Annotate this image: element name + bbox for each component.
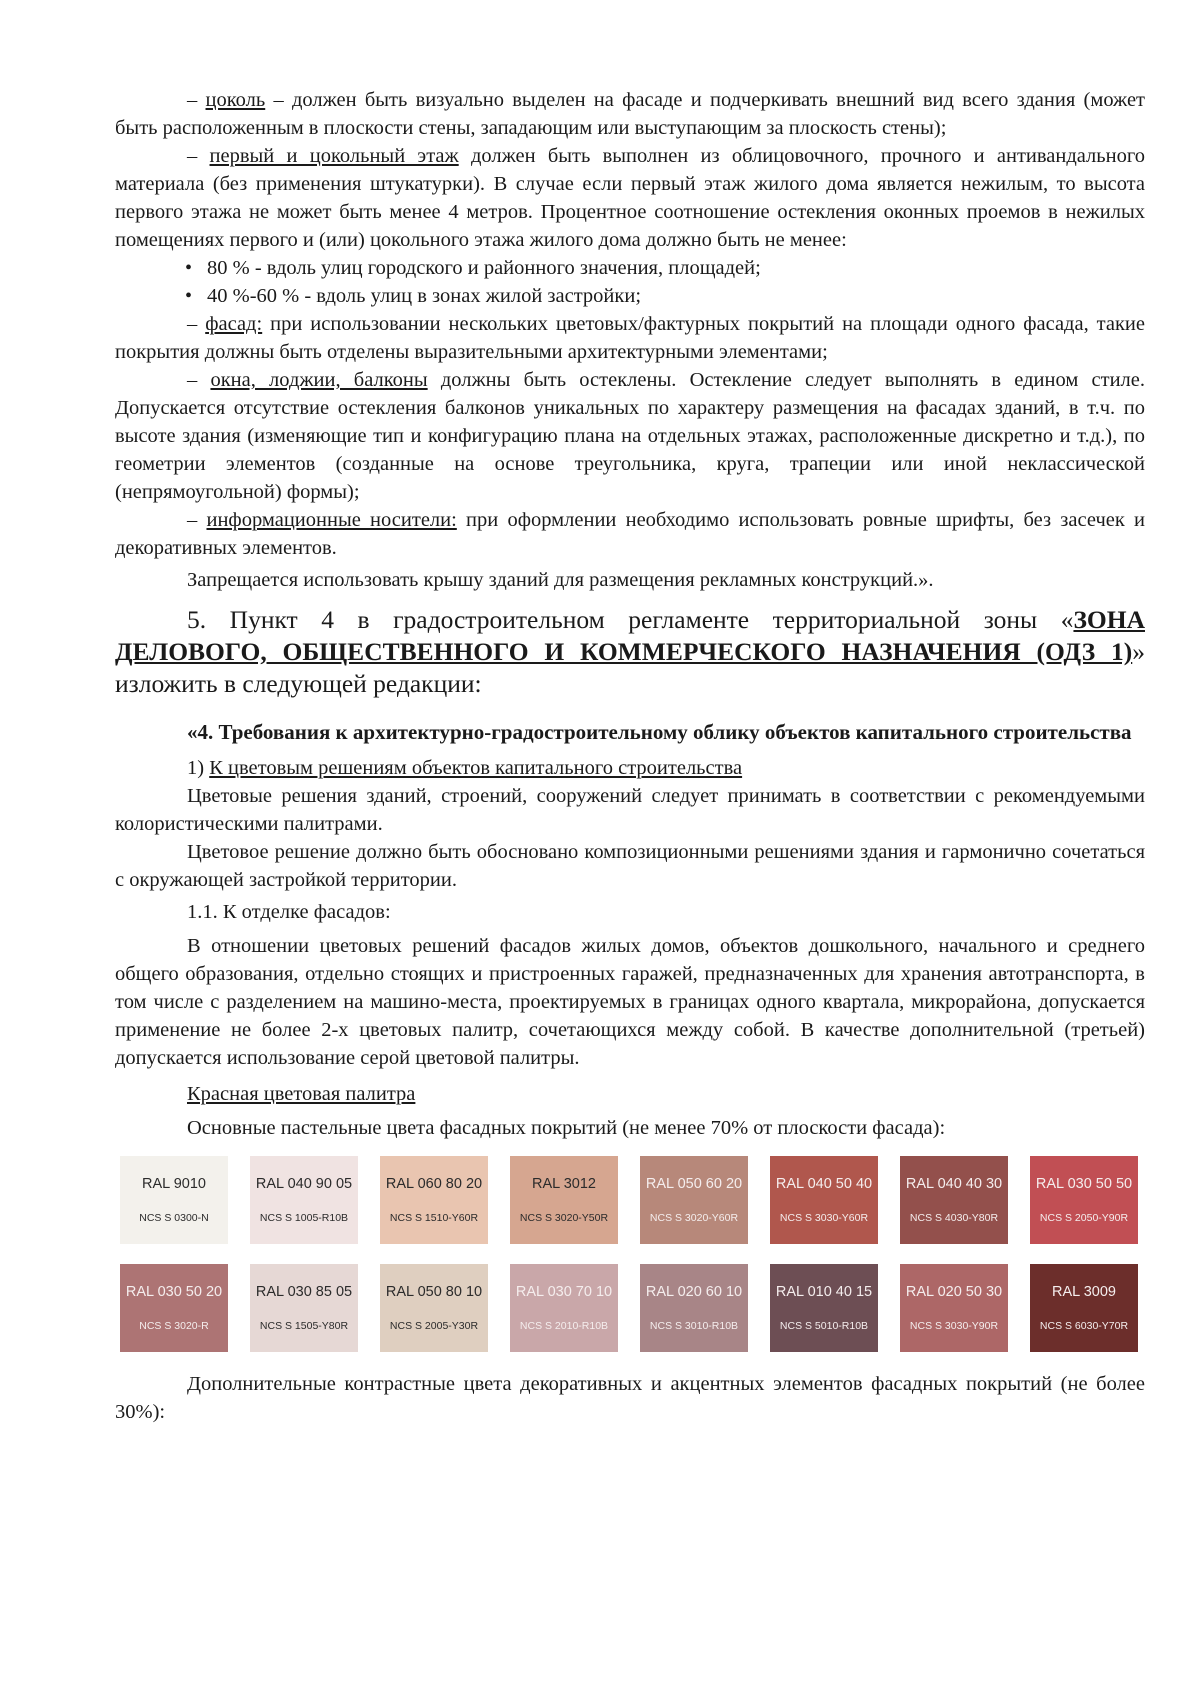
item5-lead: 5. Пункт 4 в градостроительном регламенте территориальной зоны « <box>187 605 1074 634</box>
requirements-heading: «4. Требования к архитектурно-градостроительному облику объектов капитального строительства <box>187 720 1132 744</box>
text-info-carriers: при оформлении необходимо использовать ровные шрифты, без засечек и декоративных элементов. <box>115 509 1146 559</box>
document-page <box>115 86 1145 1426</box>
paragraph-facades: В отношении цветовых решений фасадов жилых домов, объектов дошкольного, начального и среднего общего образования, отдельно стоящих и пристроенных гаражей, предназначенных для хранения автотранспорта, в том числе с разделением на машино-места, проектируемых в границах одного квартала, микрорайона, допускается применение не более 2-х цветовых палитр, сочетающихся между собой. В качестве дополнительной (третьей) допускается использование серой цветовой палитры. <box>115 935 1145 1069</box>
color-swatch <box>640 1264 748 1352</box>
term-tsokol: цоколь <box>205 89 266 111</box>
color-swatch <box>770 1156 878 1244</box>
subsection-1 <box>115 754 1145 782</box>
swatch-ral-code: RAL 050 60 20 <box>645 1176 743 1192</box>
swatch-ncs-code: NCS S 3030-Y90R <box>909 1320 999 1332</box>
color-swatch <box>250 1156 358 1244</box>
swatch-ral-code: RAL 9010 <box>142 1176 206 1192</box>
color-swatch <box>900 1264 1008 1352</box>
paragraph-item-5 <box>115 604 1145 700</box>
paragraph-tsokol: – цоколь – должен быть визуально выделен на фасаде и подчеркивать внешний вид всего здания (может быть расположенным в плоскости стены, западающим или выступающим за плоскость стены); <box>115 89 1146 139</box>
text-first-floor: должен быть выполнен из облицовочного, прочного и антивандального материала (без применения штукатурки). В случае если первый этаж жилого дома является нежилым, то высота первого этажа не может быть менее 4 метров. Процентное соотношение остекления оконных проемов в нежилых помещениях первого и (или) цокольного этажа жилого дома должно быть не менее: <box>115 145 1146 251</box>
swatch-ncs-code: NCS S 1005-R10B <box>259 1212 349 1224</box>
paragraph-color-2: Цветовое решение должно быть обосновано композиционными решениями здания и гармонично сочетаться с окружающей застройкой территории. <box>115 841 1145 891</box>
color-swatch <box>120 1156 228 1244</box>
color-swatch <box>380 1264 488 1352</box>
swatch-ncs-code: NCS S 3030-Y60R <box>779 1212 869 1224</box>
swatch-ral-code: RAL 040 40 30 <box>905 1176 1003 1192</box>
swatch-ncs-code: NCS S 3020-Y60R <box>649 1212 739 1224</box>
item5-tail: » изложить в следующей редакции: <box>115 637 1145 698</box>
swatch-ncs-code: NCS S 1510-Y60R <box>389 1212 479 1224</box>
color-swatch-grid <box>120 1156 1145 1352</box>
swatch-ncs-code: NCS S 2005-Y30R <box>389 1320 479 1332</box>
text-tsokol: – должен быть визуально выделен на фасаде и подчеркивать внешний вид всего здания (может быть расположенным в плоскости стены, западающим или выступающим за плоскость стены); <box>115 89 1146 139</box>
subsection-1-number: 1) <box>187 757 210 779</box>
list-item: • 80 % - вдоль улиц городского и районного значения, площадей; <box>115 254 1145 282</box>
paragraph-main-colors: Основные пастельные цвета фасадных покрытий (не менее 70% от плоскости фасада): <box>187 1117 946 1139</box>
paragraph-facade: – фасад: при использовании нескольких цветовых/фактурных покрытий на площади одного фасада, такие покрытия должны быть отделены выразительными архитектурными элементами; <box>115 313 1146 363</box>
swatch-ral-code: RAL 010 40 15 <box>775 1284 873 1300</box>
color-swatch <box>120 1264 228 1352</box>
subsection-1-1: 1.1. К отделке фасадов: <box>187 901 391 923</box>
swatch-ncs-code: NCS S 4030-Y80R <box>909 1212 999 1224</box>
color-swatch <box>640 1156 748 1244</box>
color-swatch <box>380 1156 488 1244</box>
text-facade: при использовании нескольких цветовых/фактурных покрытий на площади одного фасада, такие покрытия должны быть отделены выразительными архитектурными элементами; <box>115 313 1146 363</box>
swatch-ncs-code: NCS S 6030-Y70R <box>1039 1320 1129 1332</box>
color-swatch <box>770 1264 878 1352</box>
swatch-ncs-code: NCS S 2050-Y90R <box>1039 1212 1129 1224</box>
swatch-ral-code: RAL 030 50 50 <box>1035 1176 1133 1192</box>
swatch-ncs-code: NCS S 1505-Y80R <box>259 1320 349 1332</box>
paragraph-color-1: Цветовые решения зданий, строений, сооружений следует принимать в соответствии с рекомендуемыми колористическими палитрами. <box>115 785 1145 835</box>
term-info-carriers: информационные носители: <box>206 509 457 531</box>
paragraph-windows: – окна, лоджии, балконы должны быть остеклены. Остекление следует выполнять в едином стиле. Допускается отсутствие остекления балконов уникальных по характеру размещения на фасадах зданий, в т.ч. по высоте здания (изменяющие тип и конфигурацию плана на отдельных этажах, расположенные дискретно и т.д.), по геометрии элементов (созданные на основе треугольника, круга, трапеции или иной неклассической (непрямоугольной) формы); <box>115 369 1145 503</box>
swatch-ral-code: RAL 030 50 20 <box>125 1284 223 1300</box>
term-first-floor: первый и цокольный этаж <box>209 145 459 167</box>
swatch-ral-code: RAL 020 50 30 <box>905 1284 1003 1300</box>
swatch-ral-code: RAL 020 60 10 <box>645 1284 743 1300</box>
paragraph-extra-colors: Дополнительные контрастные цвета декоративных и акцентных элементов фасадных покрытий (не более 30%): <box>115 1373 1145 1423</box>
swatch-ral-code: RAL 030 70 10 <box>515 1284 613 1300</box>
swatch-ncs-code: NCS S 0300-N <box>139 1212 209 1224</box>
paragraph-roof: Запрещается использовать крышу зданий для размещения рекламных конструкций.». <box>187 569 934 591</box>
glazing-list <box>115 254 1145 310</box>
swatch-ncs-code: NCS S 3020-Y50R <box>519 1212 609 1224</box>
subsection-1-title: К цветовым решениям объектов капитального строительства <box>209 757 743 779</box>
swatch-ncs-code: NCS S 2010-R10B <box>519 1320 609 1332</box>
swatch-ncs-code: NCS S 3010-R10B <box>649 1320 739 1332</box>
term-facade: фасад: <box>205 313 263 335</box>
swatch-ncs-code: NCS S 5010-R10B <box>779 1320 869 1332</box>
term-windows: окна, лоджии, балконы <box>210 369 428 391</box>
color-swatch <box>250 1264 358 1352</box>
swatch-ncs-code: NCS S 3020-R <box>139 1320 209 1332</box>
color-swatch <box>1030 1264 1138 1352</box>
paragraph-first-floor: – первый и цокольный этаж должен быть выполнен из облицовочного, прочного и антивандального материала (без применения штукатурки). В случае если первый этаж жилого дома является нежилым, то высота первого этажа не может быть менее 4 метров. Процентное соотношение остекления оконных проемов в нежилых помещениях первого и (или) цокольного этажа жилого дома должно быть не менее: <box>115 145 1146 251</box>
color-swatch <box>510 1264 618 1352</box>
palette-title: Красная цветовая палитра <box>187 1083 416 1105</box>
swatch-ral-code: RAL 3012 <box>532 1176 596 1192</box>
text-windows: должны быть остеклены. Остекление следует выполнять в едином стиле. Допускается отсутствие остекления балконов уникальных по характеру размещения на фасадах зданий, в т.ч. по высоте здания (изменяющие тип и конфигурацию плана на отдельных этажах, расположенные дискретно и т.д.), по геометрии элементов (созданные на основе треугольника, круга, трапеции или иной неклассической (непрямоугольной) формы); <box>115 369 1145 503</box>
swatch-ral-code: RAL 3009 <box>1052 1284 1116 1300</box>
color-swatch <box>1030 1156 1138 1244</box>
list-item: • 40 %-60 % - вдоль улиц в зонах жилой застройки; <box>115 282 1145 310</box>
paragraph-info-carriers: – информационные носители: при оформлении необходимо использовать ровные шрифты, без засечек и декоративных элементов. <box>115 509 1146 559</box>
color-swatch <box>510 1156 618 1244</box>
swatch-ral-code: RAL 060 80 20 <box>385 1176 483 1192</box>
color-swatch <box>900 1156 1008 1244</box>
zone-name: ЗОНА ДЕЛОВОГО, ОБЩЕСТВЕННОГО И КОММЕРЧЕСКОГО НАЗНАЧЕНИЯ (ОДЗ 1) <box>115 605 1145 666</box>
swatch-ral-code: RAL 050 80 10 <box>385 1284 483 1300</box>
swatch-ral-code: RAL 040 50 40 <box>775 1176 873 1192</box>
swatch-ral-code: RAL 030 85 05 <box>255 1284 353 1300</box>
swatch-ral-code: RAL 040 90 05 <box>255 1176 353 1192</box>
